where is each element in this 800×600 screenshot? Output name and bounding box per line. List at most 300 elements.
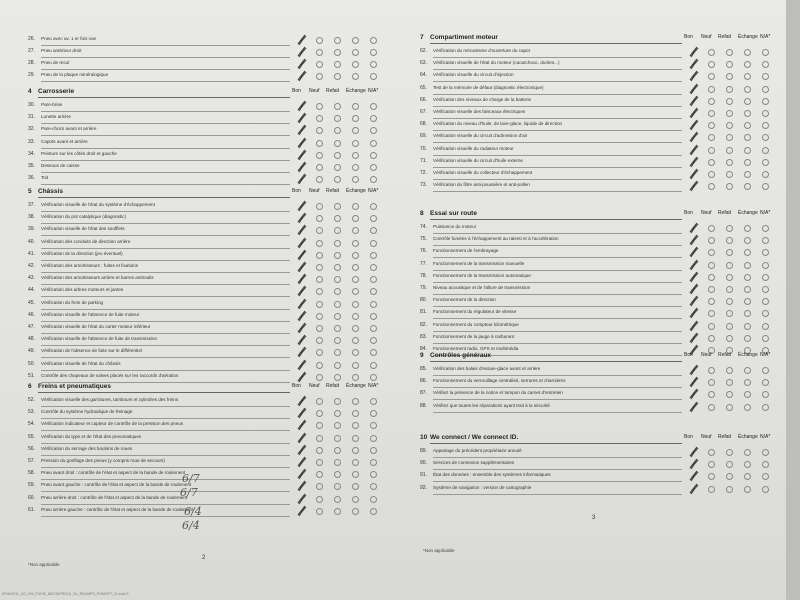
option-neuf-radio[interactable] (316, 73, 323, 80)
option-na-radio[interactable] (370, 483, 377, 490)
option-na-radio[interactable] (370, 127, 377, 134)
option-na-radio[interactable] (762, 249, 769, 256)
option-echange-radio[interactable] (744, 237, 751, 244)
option-bon-radio[interactable] (690, 122, 695, 127)
option-refait-radio[interactable] (726, 249, 733, 256)
option-bon-radio[interactable] (690, 461, 695, 466)
option-echange-radio[interactable] (352, 73, 359, 80)
option-neuf-radio[interactable] (316, 152, 323, 159)
option-echange-radio[interactable] (744, 310, 751, 317)
option-na-radio[interactable] (370, 240, 377, 247)
option-na-radio[interactable] (762, 323, 769, 330)
option-bon-radio[interactable] (298, 496, 303, 501)
option-neuf-radio[interactable] (708, 225, 715, 232)
option-refait-radio[interactable] (334, 152, 341, 159)
option-bon-radio[interactable] (690, 323, 695, 328)
option-na-radio[interactable] (370, 252, 377, 259)
option-echange-radio[interactable] (744, 134, 751, 141)
option-na-radio[interactable] (762, 486, 769, 493)
option-echange-radio[interactable] (352, 422, 359, 429)
option-bon-radio[interactable] (690, 310, 695, 315)
option-bon-radio[interactable] (690, 298, 695, 303)
option-echange-radio[interactable] (744, 379, 751, 386)
option-na-radio[interactable] (762, 49, 769, 56)
option-na-radio[interactable] (762, 449, 769, 456)
option-na-radio[interactable] (370, 496, 377, 503)
option-bon-radio[interactable] (298, 313, 303, 318)
option-refait-radio[interactable] (334, 325, 341, 332)
option-bon-radio[interactable] (298, 410, 303, 415)
option-neuf-radio[interactable] (316, 398, 323, 405)
option-bon-radio[interactable] (298, 276, 303, 281)
option-echange-radio[interactable] (352, 49, 359, 56)
option-na-radio[interactable] (762, 73, 769, 80)
option-echange-radio[interactable] (352, 471, 359, 478)
option-refait-radio[interactable] (726, 110, 733, 117)
option-neuf-radio[interactable] (316, 337, 323, 344)
option-refait-radio[interactable] (726, 237, 733, 244)
option-neuf-radio[interactable] (316, 264, 323, 271)
option-na-radio[interactable] (370, 508, 377, 515)
option-na-radio[interactable] (762, 262, 769, 269)
option-na-radio[interactable] (370, 103, 377, 110)
option-na-radio[interactable] (370, 140, 377, 147)
option-neuf-radio[interactable] (708, 379, 715, 386)
option-neuf-radio[interactable] (316, 276, 323, 283)
option-neuf-radio[interactable] (708, 159, 715, 166)
option-na-radio[interactable] (370, 349, 377, 356)
option-neuf-radio[interactable] (316, 203, 323, 210)
option-echange-radio[interactable] (744, 298, 751, 305)
option-neuf-radio[interactable] (708, 134, 715, 141)
option-refait-radio[interactable] (334, 61, 341, 68)
option-na-radio[interactable] (762, 310, 769, 317)
option-bon-radio[interactable] (690, 262, 695, 267)
option-refait-radio[interactable] (334, 313, 341, 320)
option-na-radio[interactable] (370, 447, 377, 454)
option-na-radio[interactable] (370, 73, 377, 80)
option-na-radio[interactable] (370, 164, 377, 171)
option-echange-radio[interactable] (744, 86, 751, 93)
option-neuf-radio[interactable] (708, 335, 715, 342)
option-na-radio[interactable] (370, 115, 377, 122)
option-neuf-radio[interactable] (316, 435, 323, 442)
option-bon-radio[interactable] (298, 264, 303, 269)
option-refait-radio[interactable] (726, 171, 733, 178)
option-refait-radio[interactable] (726, 473, 733, 480)
option-echange-radio[interactable] (352, 374, 359, 381)
option-neuf-radio[interactable] (708, 171, 715, 178)
option-refait-radio[interactable] (334, 374, 341, 381)
option-neuf-radio[interactable] (708, 310, 715, 317)
option-neuf-radio[interactable] (708, 249, 715, 256)
option-refait-radio[interactable] (334, 37, 341, 44)
option-bon-radio[interactable] (298, 115, 303, 120)
option-echange-radio[interactable] (352, 483, 359, 490)
option-bon-radio[interactable] (298, 288, 303, 293)
option-neuf-radio[interactable] (708, 367, 715, 374)
option-echange-radio[interactable] (744, 274, 751, 281)
option-refait-radio[interactable] (726, 379, 733, 386)
option-refait-radio[interactable] (726, 122, 733, 129)
option-echange-radio[interactable] (744, 49, 751, 56)
option-bon-radio[interactable] (690, 225, 695, 230)
option-na-radio[interactable] (762, 274, 769, 281)
option-echange-radio[interactable] (744, 335, 751, 342)
option-neuf-radio[interactable] (316, 215, 323, 222)
option-neuf-radio[interactable] (316, 288, 323, 295)
option-neuf-radio[interactable] (316, 61, 323, 68)
option-bon-radio[interactable] (690, 286, 695, 291)
option-refait-radio[interactable] (334, 215, 341, 222)
option-neuf-radio[interactable] (316, 483, 323, 490)
option-refait-radio[interactable] (726, 98, 733, 105)
option-echange-radio[interactable] (744, 286, 751, 293)
option-na-radio[interactable] (762, 147, 769, 154)
option-bon-radio[interactable] (298, 240, 303, 245)
option-refait-radio[interactable] (726, 147, 733, 154)
option-neuf-radio[interactable] (708, 404, 715, 411)
option-bon-radio[interactable] (690, 249, 695, 254)
option-na-radio[interactable] (762, 461, 769, 468)
option-echange-radio[interactable] (744, 486, 751, 493)
option-echange-radio[interactable] (352, 103, 359, 110)
option-refait-radio[interactable] (726, 73, 733, 80)
option-na-radio[interactable] (762, 298, 769, 305)
option-refait-radio[interactable] (726, 262, 733, 269)
option-echange-radio[interactable] (352, 152, 359, 159)
option-neuf-radio[interactable] (316, 176, 323, 183)
option-na-radio[interactable] (762, 335, 769, 342)
option-echange-radio[interactable] (352, 176, 359, 183)
option-refait-radio[interactable] (726, 225, 733, 232)
option-na-radio[interactable] (762, 171, 769, 178)
option-echange-radio[interactable] (352, 313, 359, 320)
option-bon-radio[interactable] (690, 449, 695, 454)
option-bon-radio[interactable] (298, 508, 303, 513)
option-na-radio[interactable] (370, 264, 377, 271)
option-refait-radio[interactable] (726, 286, 733, 293)
option-refait-radio[interactable] (726, 49, 733, 56)
option-echange-radio[interactable] (744, 110, 751, 117)
option-na-radio[interactable] (370, 61, 377, 68)
option-na-radio[interactable] (762, 159, 769, 166)
option-neuf-radio[interactable] (708, 473, 715, 480)
option-bon-radio[interactable] (690, 86, 695, 91)
option-bon-radio[interactable] (298, 227, 303, 232)
option-echange-radio[interactable] (744, 225, 751, 232)
option-na-radio[interactable] (762, 61, 769, 68)
option-bon-radio[interactable] (298, 362, 303, 367)
option-echange-radio[interactable] (744, 391, 751, 398)
option-neuf-radio[interactable] (708, 461, 715, 468)
option-refait-radio[interactable] (726, 449, 733, 456)
option-refait-radio[interactable] (334, 349, 341, 356)
option-echange-radio[interactable] (352, 325, 359, 332)
option-echange-radio[interactable] (352, 301, 359, 308)
option-bon-radio[interactable] (298, 215, 303, 220)
option-neuf-radio[interactable] (316, 349, 323, 356)
option-neuf-radio[interactable] (316, 37, 323, 44)
option-bon-radio[interactable] (298, 398, 303, 403)
option-bon-radio[interactable] (690, 98, 695, 103)
option-neuf-radio[interactable] (316, 325, 323, 332)
option-echange-radio[interactable] (352, 115, 359, 122)
option-bon-radio[interactable] (298, 252, 303, 257)
option-echange-radio[interactable] (352, 459, 359, 466)
option-echange-radio[interactable] (744, 98, 751, 105)
option-na-radio[interactable] (370, 422, 377, 429)
option-echange-radio[interactable] (744, 323, 751, 330)
option-neuf-radio[interactable] (708, 183, 715, 190)
option-refait-radio[interactable] (334, 115, 341, 122)
option-bon-radio[interactable] (690, 473, 695, 478)
option-na-radio[interactable] (370, 215, 377, 222)
option-neuf-radio[interactable] (316, 164, 323, 171)
option-na-radio[interactable] (370, 152, 377, 159)
option-neuf-radio[interactable] (316, 103, 323, 110)
option-na-radio[interactable] (762, 367, 769, 374)
option-bon-radio[interactable] (298, 435, 303, 440)
option-refait-radio[interactable] (726, 274, 733, 281)
option-na-radio[interactable] (762, 86, 769, 93)
option-refait-radio[interactable] (726, 61, 733, 68)
option-neuf-radio[interactable] (316, 422, 323, 429)
option-neuf-radio[interactable] (316, 127, 323, 134)
option-echange-radio[interactable] (744, 122, 751, 129)
option-refait-radio[interactable] (334, 435, 341, 442)
option-bon-radio[interactable] (690, 159, 695, 164)
option-echange-radio[interactable] (744, 449, 751, 456)
option-bon-radio[interactable] (298, 374, 303, 379)
option-na-radio[interactable] (370, 301, 377, 308)
option-neuf-radio[interactable] (316, 140, 323, 147)
option-na-radio[interactable] (762, 286, 769, 293)
option-echange-radio[interactable] (352, 362, 359, 369)
option-na-radio[interactable] (762, 98, 769, 105)
option-bon-radio[interactable] (690, 274, 695, 279)
option-neuf-radio[interactable] (316, 374, 323, 381)
option-refait-radio[interactable] (334, 288, 341, 295)
option-neuf-radio[interactable] (316, 410, 323, 417)
option-refait-radio[interactable] (334, 301, 341, 308)
option-refait-radio[interactable] (726, 486, 733, 493)
option-bon-radio[interactable] (298, 325, 303, 330)
option-na-radio[interactable] (762, 404, 769, 411)
option-refait-radio[interactable] (726, 134, 733, 141)
option-neuf-radio[interactable] (316, 459, 323, 466)
option-na-radio[interactable] (762, 122, 769, 129)
option-bon-radio[interactable] (298, 176, 303, 181)
option-echange-radio[interactable] (744, 73, 751, 80)
option-refait-radio[interactable] (334, 203, 341, 210)
option-na-radio[interactable] (370, 37, 377, 44)
option-refait-radio[interactable] (334, 447, 341, 454)
option-bon-radio[interactable] (298, 471, 303, 476)
option-neuf-radio[interactable] (708, 73, 715, 80)
option-bon-radio[interactable] (298, 459, 303, 464)
option-refait-radio[interactable] (334, 496, 341, 503)
option-na-radio[interactable] (762, 391, 769, 398)
option-bon-radio[interactable] (298, 337, 303, 342)
option-neuf-radio[interactable] (708, 86, 715, 93)
option-bon-radio[interactable] (690, 110, 695, 115)
option-refait-radio[interactable] (726, 86, 733, 93)
option-neuf-radio[interactable] (316, 252, 323, 259)
option-bon-radio[interactable] (298, 203, 303, 208)
option-neuf-radio[interactable] (708, 98, 715, 105)
option-na-radio[interactable] (762, 379, 769, 386)
option-neuf-radio[interactable] (708, 286, 715, 293)
option-refait-radio[interactable] (334, 422, 341, 429)
option-refait-radio[interactable] (334, 227, 341, 234)
option-refait-radio[interactable] (334, 337, 341, 344)
option-refait-radio[interactable] (726, 183, 733, 190)
option-neuf-radio[interactable] (316, 240, 323, 247)
option-refait-radio[interactable] (726, 367, 733, 374)
option-bon-radio[interactable] (298, 103, 303, 108)
option-neuf-radio[interactable] (708, 110, 715, 117)
option-echange-radio[interactable] (352, 127, 359, 134)
option-neuf-radio[interactable] (708, 274, 715, 281)
option-echange-radio[interactable] (352, 215, 359, 222)
option-neuf-radio[interactable] (316, 362, 323, 369)
option-echange-radio[interactable] (352, 398, 359, 405)
option-echange-radio[interactable] (744, 461, 751, 468)
option-bon-radio[interactable] (690, 391, 695, 396)
option-neuf-radio[interactable] (708, 147, 715, 154)
option-refait-radio[interactable] (334, 140, 341, 147)
option-refait-radio[interactable] (334, 240, 341, 247)
option-refait-radio[interactable] (334, 103, 341, 110)
option-refait-radio[interactable] (334, 127, 341, 134)
option-bon-radio[interactable] (690, 335, 695, 340)
option-bon-radio[interactable] (298, 140, 303, 145)
option-refait-radio[interactable] (334, 459, 341, 466)
option-refait-radio[interactable] (334, 252, 341, 259)
option-refait-radio[interactable] (726, 310, 733, 317)
option-neuf-radio[interactable] (708, 298, 715, 305)
option-bon-radio[interactable] (690, 61, 695, 66)
option-echange-radio[interactable] (744, 262, 751, 269)
option-neuf-radio[interactable] (316, 49, 323, 56)
option-refait-radio[interactable] (726, 159, 733, 166)
option-echange-radio[interactable] (352, 37, 359, 44)
option-bon-radio[interactable] (690, 147, 695, 152)
option-bon-radio[interactable] (690, 367, 695, 372)
option-neuf-radio[interactable] (708, 449, 715, 456)
option-bon-radio[interactable] (690, 73, 695, 78)
option-na-radio[interactable] (370, 176, 377, 183)
option-echange-radio[interactable] (352, 264, 359, 271)
option-echange-radio[interactable] (352, 276, 359, 283)
option-na-radio[interactable] (762, 473, 769, 480)
option-na-radio[interactable] (370, 398, 377, 405)
option-refait-radio[interactable] (334, 73, 341, 80)
option-neuf-radio[interactable] (708, 237, 715, 244)
option-refait-radio[interactable] (334, 483, 341, 490)
option-bon-radio[interactable] (298, 73, 303, 78)
option-na-radio[interactable] (370, 325, 377, 332)
option-refait-radio[interactable] (334, 164, 341, 171)
option-na-radio[interactable] (370, 337, 377, 344)
option-na-radio[interactable] (762, 183, 769, 190)
option-na-radio[interactable] (762, 237, 769, 244)
option-na-radio[interactable] (370, 276, 377, 283)
option-na-radio[interactable] (762, 134, 769, 141)
option-echange-radio[interactable] (744, 61, 751, 68)
option-na-radio[interactable] (370, 435, 377, 442)
option-bon-radio[interactable] (298, 49, 303, 54)
option-refait-radio[interactable] (334, 410, 341, 417)
option-bon-radio[interactable] (690, 237, 695, 242)
option-neuf-radio[interactable] (708, 61, 715, 68)
option-bon-radio[interactable] (690, 171, 695, 176)
option-bon-radio[interactable] (298, 152, 303, 157)
option-bon-radio[interactable] (298, 483, 303, 488)
option-echange-radio[interactable] (744, 473, 751, 480)
option-bon-radio[interactable] (690, 404, 695, 409)
option-echange-radio[interactable] (352, 447, 359, 454)
option-neuf-radio[interactable] (708, 486, 715, 493)
option-refait-radio[interactable] (334, 398, 341, 405)
option-echange-radio[interactable] (352, 203, 359, 210)
option-bon-radio[interactable] (298, 37, 303, 42)
option-bon-radio[interactable] (298, 301, 303, 306)
option-neuf-radio[interactable] (316, 227, 323, 234)
option-neuf-radio[interactable] (316, 496, 323, 503)
option-na-radio[interactable] (370, 459, 377, 466)
option-neuf-radio[interactable] (316, 313, 323, 320)
option-bon-radio[interactable] (690, 379, 695, 384)
option-neuf-radio[interactable] (316, 508, 323, 515)
option-neuf-radio[interactable] (316, 115, 323, 122)
option-neuf-radio[interactable] (708, 262, 715, 269)
option-bon-radio[interactable] (298, 447, 303, 452)
option-echange-radio[interactable] (744, 159, 751, 166)
option-echange-radio[interactable] (352, 435, 359, 442)
option-echange-radio[interactable] (744, 404, 751, 411)
option-na-radio[interactable] (762, 110, 769, 117)
option-bon-radio[interactable] (690, 134, 695, 139)
option-na-radio[interactable] (370, 410, 377, 417)
option-echange-radio[interactable] (352, 140, 359, 147)
option-na-radio[interactable] (370, 362, 377, 369)
option-echange-radio[interactable] (352, 227, 359, 234)
option-na-radio[interactable] (370, 471, 377, 478)
option-na-radio[interactable] (762, 225, 769, 232)
option-echange-radio[interactable] (352, 61, 359, 68)
option-refait-radio[interactable] (726, 335, 733, 342)
option-neuf-radio[interactable] (316, 471, 323, 478)
option-neuf-radio[interactable] (708, 391, 715, 398)
option-refait-radio[interactable] (334, 362, 341, 369)
option-echange-radio[interactable] (744, 249, 751, 256)
option-refait-radio[interactable] (726, 298, 733, 305)
option-bon-radio[interactable] (298, 422, 303, 427)
option-na-radio[interactable] (370, 288, 377, 295)
option-echange-radio[interactable] (352, 240, 359, 247)
option-refait-radio[interactable] (726, 461, 733, 468)
option-na-radio[interactable] (370, 374, 377, 381)
option-echange-radio[interactable] (352, 508, 359, 515)
option-neuf-radio[interactable] (316, 447, 323, 454)
option-bon-radio[interactable] (298, 164, 303, 169)
option-bon-radio[interactable] (298, 61, 303, 66)
option-bon-radio[interactable] (690, 486, 695, 491)
option-bon-radio[interactable] (298, 127, 303, 132)
option-neuf-radio[interactable] (708, 49, 715, 56)
